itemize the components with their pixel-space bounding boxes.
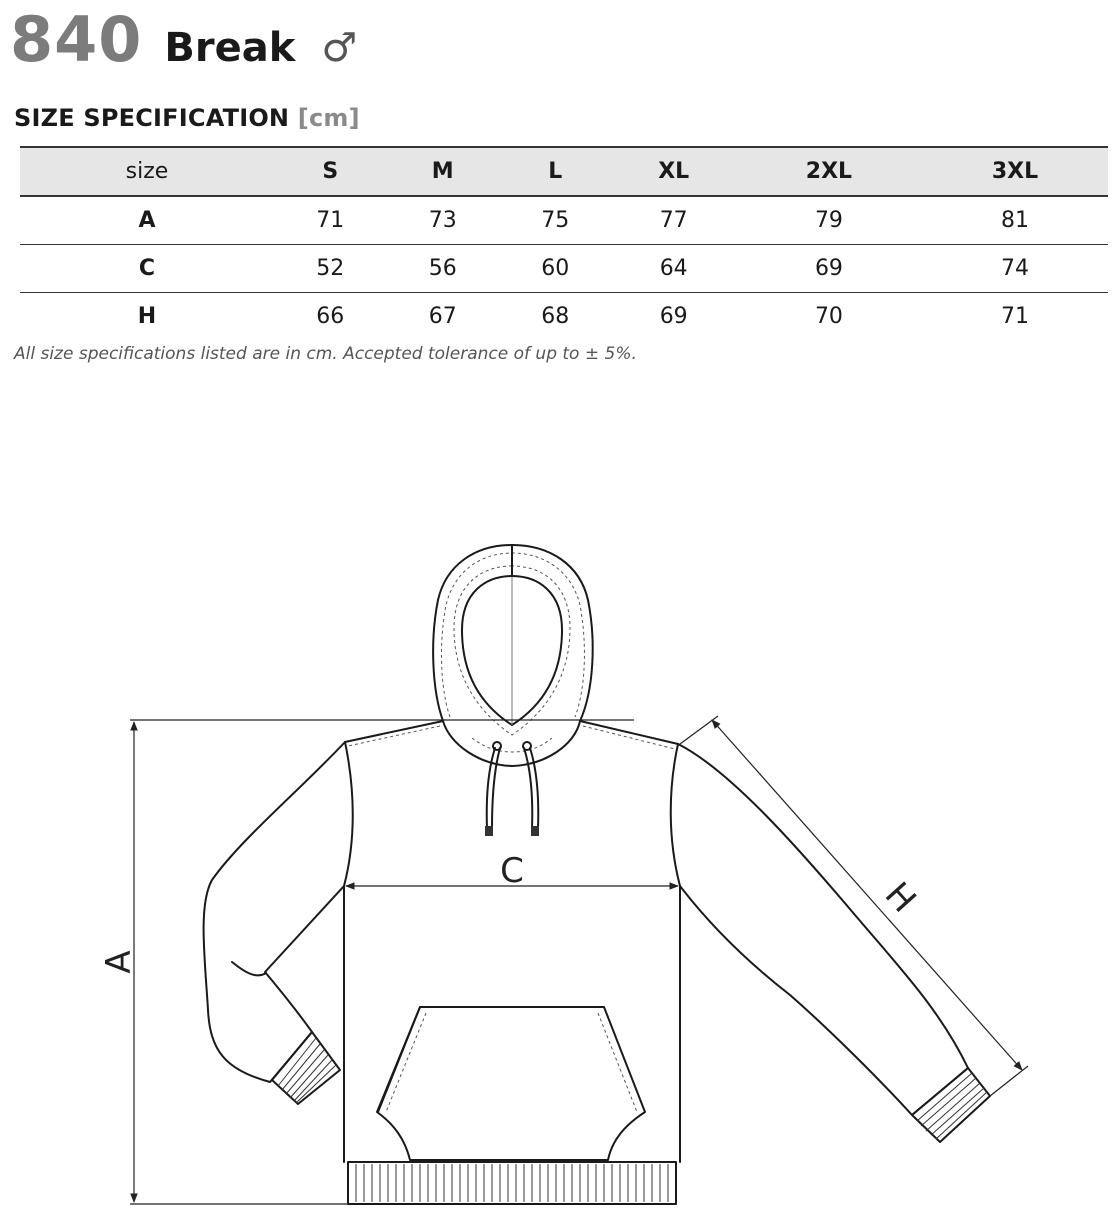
shoulder-left bbox=[345, 721, 443, 742]
table-cell: 81 bbox=[1000, 208, 1029, 233]
table-row bbox=[20, 245, 1108, 293]
size-specification-title bbox=[14, 104, 360, 132]
left-sleeve bbox=[204, 742, 345, 1082]
table-header-row bbox=[20, 147, 1108, 196]
table-cell: 56 bbox=[428, 256, 457, 281]
table-row bbox=[20, 293, 1108, 341]
dimension-c bbox=[346, 851, 678, 891]
table-cell: 64 bbox=[659, 256, 688, 281]
waistband-ribbing bbox=[356, 1164, 668, 1202]
dimension-c-label: C bbox=[500, 851, 524, 891]
tolerance-note: All size specifications listed are in cm. Accepted tolerance of up to ± 5%. bbox=[14, 344, 637, 364]
model-name: Break bbox=[164, 25, 296, 71]
header-s: S bbox=[322, 159, 339, 184]
header-2xl: 2XL bbox=[805, 159, 853, 184]
row-label: A bbox=[138, 208, 156, 233]
table-cell: 79 bbox=[814, 208, 843, 233]
table-cell: 69 bbox=[659, 304, 688, 329]
table-cell: 60 bbox=[541, 256, 570, 281]
table-cell: 52 bbox=[316, 256, 345, 281]
header-l: L bbox=[548, 159, 563, 184]
page-header bbox=[10, 2, 357, 82]
table-cell: 69 bbox=[814, 256, 843, 281]
dimension-h-label: H bbox=[876, 874, 924, 921]
left-cuff-ribbing bbox=[278, 1038, 336, 1103]
male-symbol-icon: ♂ bbox=[321, 25, 358, 71]
hoodie-drawing bbox=[204, 545, 990, 1204]
table-cell: 66 bbox=[316, 304, 345, 329]
table-cell: 73 bbox=[428, 208, 457, 233]
right-cuff-ribbing bbox=[917, 1073, 987, 1139]
body-left-side bbox=[344, 742, 353, 1162]
dimension-h bbox=[680, 716, 1028, 1096]
row-label: H bbox=[137, 304, 157, 329]
shoulder-right bbox=[580, 721, 678, 744]
table-cell: 67 bbox=[428, 304, 457, 329]
right-cuff bbox=[912, 1068, 990, 1142]
header-xl: XL bbox=[658, 159, 690, 184]
spec-unit: [cm] bbox=[297, 104, 360, 132]
size-table bbox=[20, 146, 1108, 340]
header-3xl: 3XL bbox=[991, 159, 1039, 184]
header-size: size bbox=[125, 159, 169, 184]
table-cell: 77 bbox=[659, 208, 688, 233]
hoodie-measurement-diagram bbox=[0, 380, 1118, 1218]
table-cell: 74 bbox=[1000, 256, 1029, 281]
dimension-a-label: A bbox=[99, 950, 139, 974]
dimension-a bbox=[99, 720, 634, 1204]
table-cell: 70 bbox=[814, 304, 843, 329]
model-number: 840 bbox=[10, 3, 143, 76]
table-cell: 75 bbox=[541, 208, 570, 233]
body-right-side bbox=[671, 744, 680, 1162]
table-row bbox=[20, 196, 1108, 245]
table-cell: 71 bbox=[1000, 304, 1029, 329]
table-cell: 68 bbox=[541, 304, 570, 329]
spec-title-text: SIZE SPECIFICATION bbox=[14, 104, 290, 132]
header-m: M bbox=[431, 159, 454, 184]
waistband bbox=[348, 1162, 676, 1204]
right-sleeve bbox=[678, 744, 968, 1115]
table-cell: 71 bbox=[316, 208, 345, 233]
row-label: C bbox=[138, 256, 156, 281]
